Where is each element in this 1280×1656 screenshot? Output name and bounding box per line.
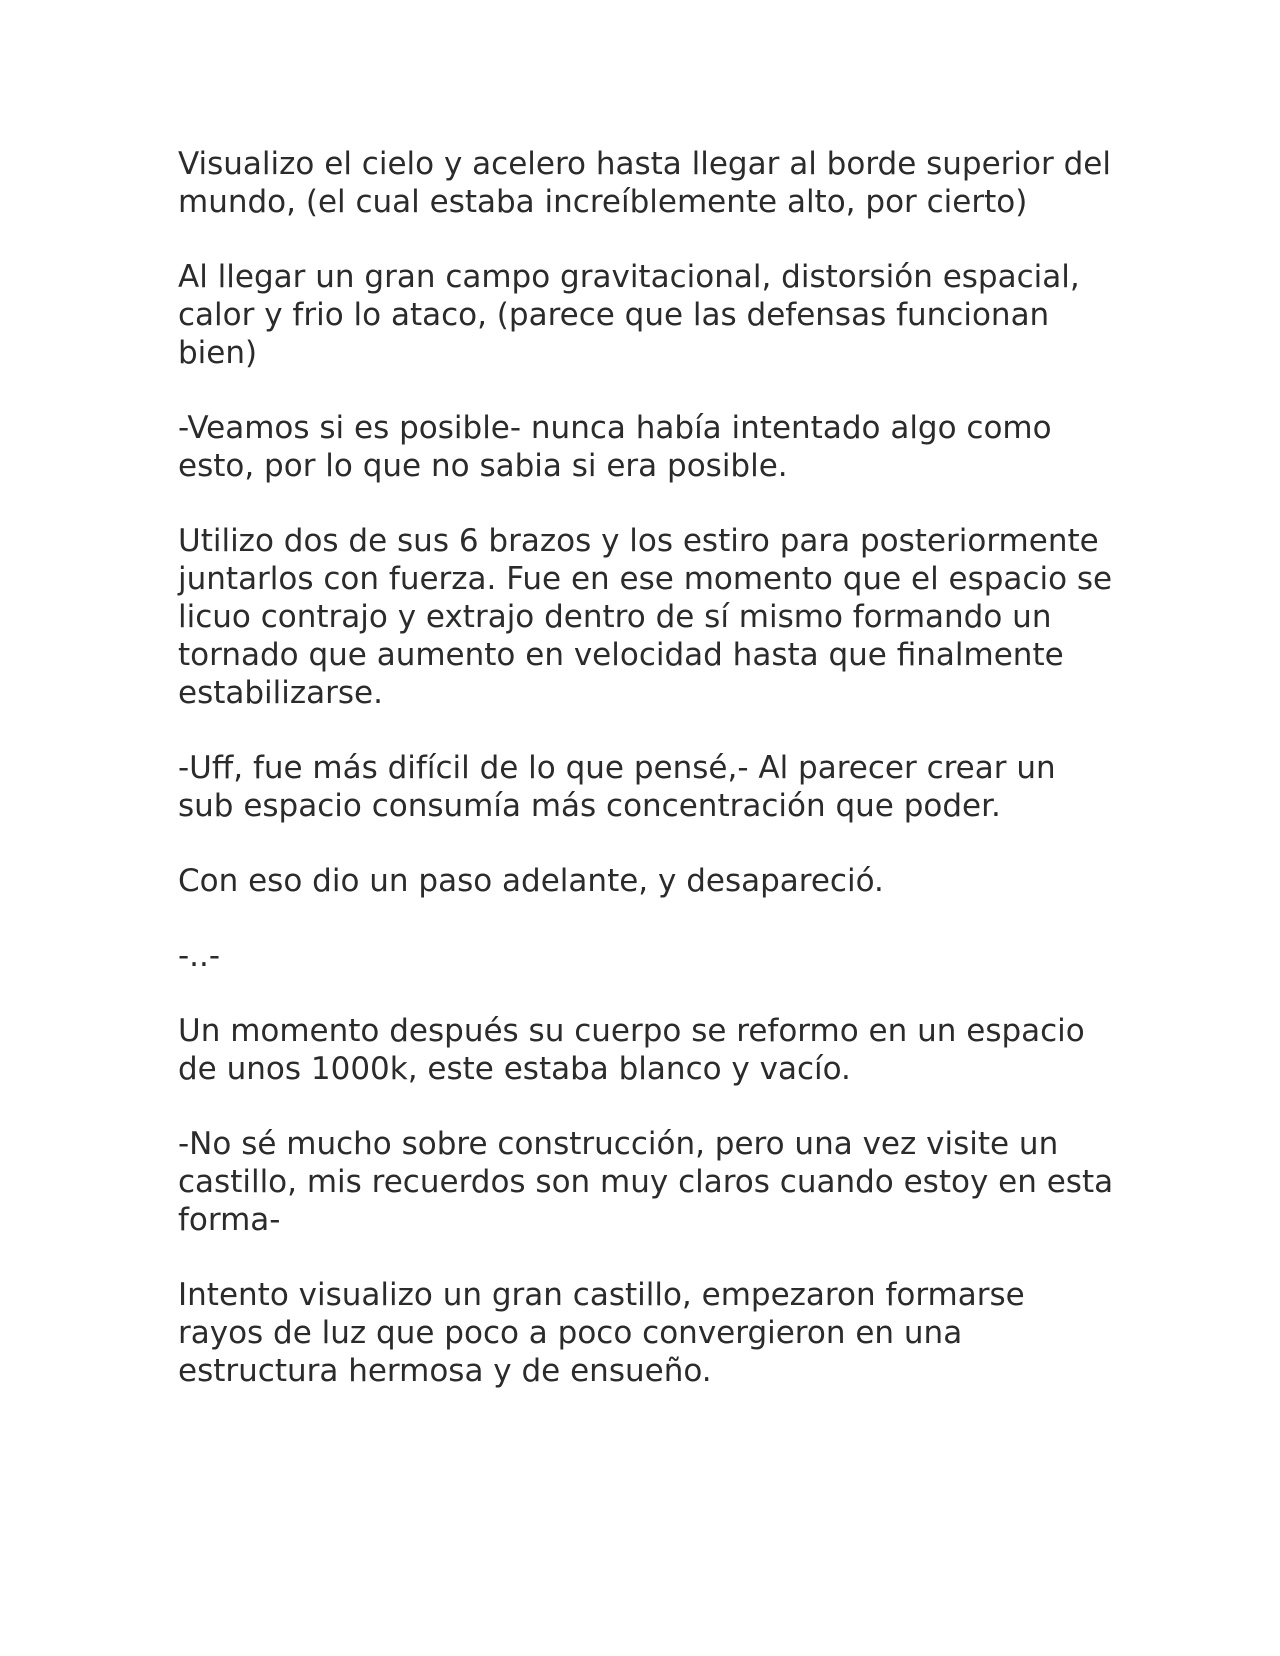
paragraph: -No sé mucho sobre construcción, pero una vez visite un castillo, mis recuerdos son muy claros cuando estoy en esta forma- [178, 1126, 1114, 1238]
paragraph: -Uff, fue más difícil de lo que pensé,- Al parecer crear un sub espacio consumía más concentración que poder. [178, 750, 1056, 824]
paragraph: Un momento después su cuerpo se reformo en un espacio de unos 1000k, este estaba blanco y vacío. [178, 1013, 1085, 1087]
paragraph: -..- [178, 938, 221, 974]
paragraph: Al llegar un gran campo gravitacional, distorsión espacial, calor y frio lo ataco, (parece que las defensas funcionan bien) [178, 259, 1080, 371]
document-body [178, 145, 1118, 1390]
paragraph: Utilizo dos de sus 6 brazos y los estiro para posteriormente juntarlos con fuerza. Fue en ese momento que el espacio se licuo contrajo y extrajo dentro de sí mismo formando un tornado que aumento en velocidad hasta que finalmente estabilizarse. [178, 523, 1113, 711]
paragraph: Intento visualizo un gran castillo, empezaron formarse rayos de luz que poco a poco convergieron en una estructura hermosa y de ensueño. [178, 1277, 1025, 1389]
paragraph: Visualizo el cielo y acelero hasta llegar al borde superior del mundo, (el cual estaba increíblemente alto, por cierto) [178, 146, 1111, 220]
paragraph: -Veamos si es posible- nunca había intentado algo como esto, por lo que no sabia si era posible. [178, 410, 1052, 484]
paragraph: Con eso dio un paso adelante, y desapareció. [178, 863, 884, 899]
